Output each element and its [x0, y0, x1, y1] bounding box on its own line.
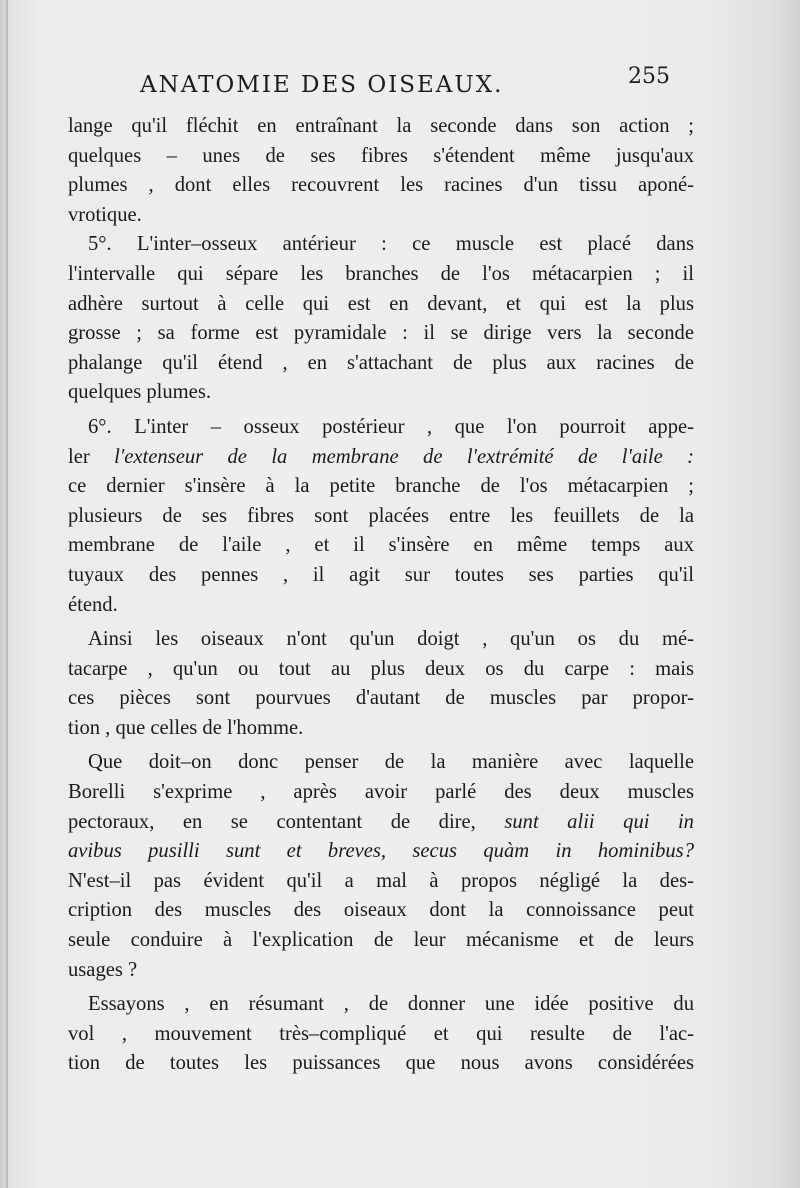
- italic-term: l'extenseur de la membrane de l'extrémité de l'aile :: [114, 445, 694, 468]
- page-gutter: [6, 0, 8, 1188]
- text-line: plusieurs de ses fibres sont placées entre les feuillets de la: [68, 504, 694, 527]
- text-line: plumes , dont elles recouvrent les racines d'un tissu aponé-: [68, 174, 694, 197]
- text-line: tion de toutes les puissances que nous avons considérées: [68, 1052, 694, 1075]
- text-line: membrane de l'aile , et il s'insère en même temps aux: [68, 534, 694, 557]
- text-span: pectoraux, en se contentant de dire,: [68, 810, 476, 833]
- text-line: vrotique.: [68, 203, 142, 226]
- text-line: ces pièces sont pourvues d'autant de muscles par propor-: [68, 687, 694, 710]
- text-line: 6°. L'inter – osseux postérieur , que l'on pourroit appe-: [88, 415, 694, 438]
- text-line: [68, 808, 694, 838]
- text-line: l'intervalle qui sépare les branches de l'os métacarpien ; il: [68, 262, 694, 285]
- text-line: tion , que celles de l'homme.: [68, 716, 304, 739]
- text-line: usages ?: [68, 958, 138, 981]
- text-line: 5°. L'inter–osseux antérieur : ce muscle est placé dans: [88, 233, 694, 256]
- latin-quote: sunt alii qui in: [504, 810, 694, 833]
- text-line: Ainsi les oiseaux n'ont qu'un doigt , qu'un os du mé-: [88, 628, 694, 651]
- text-line: tuyaux des pennes , il agit sur toutes ses parties qu'il: [68, 563, 694, 586]
- text-line: tacarpe , qu'un ou tout au plus deux os du carpe : mais: [68, 657, 694, 680]
- text-line: Borelli s'exprime , après avoir parlé des deux muscles: [68, 781, 694, 804]
- page-number: 255: [628, 64, 670, 89]
- text-line: adhère surtout à celle qui est en devant, et qui est la plus: [68, 292, 694, 315]
- text-line: phalange qu'il étend , en s'attachant de plus aux racines de: [68, 351, 694, 374]
- text-line: cription des muscles des oiseaux dont la connoissance peut: [68, 899, 694, 922]
- body-text: [68, 112, 694, 1079]
- text-line: N'est–il pas évident qu'il a mal à propos négligé la des-: [68, 869, 694, 892]
- text-line: ce dernier s'insère à la petite branche de l'os métacarpien ;: [68, 475, 694, 498]
- paragraph-3: [68, 413, 694, 620]
- paragraph-1: [68, 112, 694, 230]
- latin-quote: avibus pusilli sunt et breves, secus quàm in hominibus?: [68, 840, 694, 863]
- paragraph-4: [68, 625, 694, 743]
- paragraph-2: [68, 230, 694, 408]
- text-line: étend.: [68, 593, 118, 616]
- text-line: quelques – unes de ses fibres s'étendent même jusqu'aux: [68, 144, 694, 167]
- paragraph-6: [68, 990, 694, 1079]
- paragraph-5: [68, 748, 694, 985]
- text-line: Que doit–on donc penser de la manière avec laquelle: [88, 751, 694, 774]
- text-line: vol , mouvement très–compliqué et qui resulte de l'ac-: [68, 1022, 694, 1045]
- text-line: seule conduire à l'explication de leur mécanisme et de leurs: [68, 929, 694, 952]
- text-line: quelques plumes.: [68, 381, 211, 404]
- text-line: [68, 443, 694, 473]
- text-line: Essayons , en résumant , de donner une idée positive du: [88, 993, 694, 1016]
- page-header: [140, 58, 670, 98]
- text-line: lange qu'il fléchit en entraînant la seconde dans son action ;: [68, 115, 694, 137]
- text-span: ler: [68, 445, 90, 468]
- text-line: grosse ; sa forme est pyramidale : il se dirige vers la seconde: [68, 322, 694, 345]
- running-title: ANATOMIE DES OISEAUX.: [140, 72, 504, 98]
